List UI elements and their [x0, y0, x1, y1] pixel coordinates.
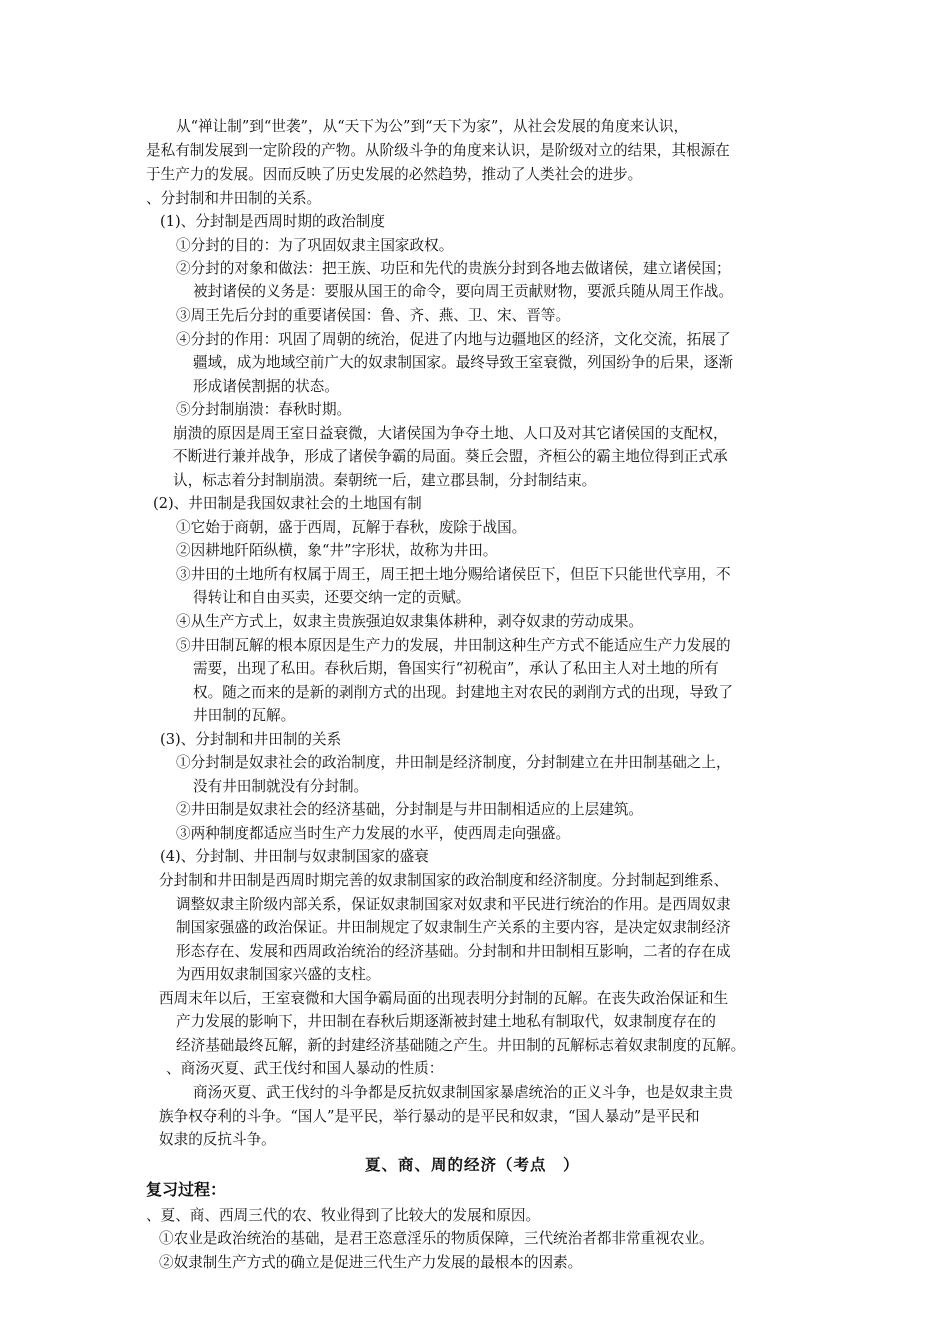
- list-item-continuation: 被封诸侯的义务是：要服从国王的命令，要向周王贡献财物，要派兵随从周王作战。: [193, 283, 733, 300]
- list-item: ⑤井田制瓦解的根本原因是生产力的发展，井田制这种生产方式不能适应生产力发展的: [176, 637, 731, 654]
- list-item: ②因耕地阡陌纵横，象“井”字形状，故称为井田。: [176, 542, 498, 559]
- list-item-continuation: 需要，出现了私田。春秋后期，鲁国实行“初税亩”，承认了私田主人对土地的所有: [193, 660, 719, 677]
- list-item-continuation: 权。随之而来的是新的剥削方式的出现。封建地主对农民的剥削方式的出现，导致了: [193, 684, 733, 701]
- list-item-continuation: 得转让和自由买卖，还要交纳一定的贡赋。: [193, 589, 471, 606]
- text-line: 于生产力的发展。因而反映了历史发展的必然趋势，推动了人类社会的进步。: [146, 166, 643, 183]
- list-item: ①它始于商朝，盛于西周，瓦解于春秋，废除于战国。: [176, 519, 527, 536]
- text-line: 认，标志着分封制崩溃。秦朝统一后，建立郡县制，分封制结束。: [173, 472, 597, 489]
- list-item: ①分封制是奴隶社会的政治制度，井田制是经济制度，分封制建立在井田制基础之上，: [176, 754, 731, 771]
- section-title: 夏、商、周的经济（考点 ）: [365, 1156, 580, 1174]
- list-item-continuation: 形成诸侯割据的状态。: [193, 378, 339, 395]
- text-line: 商汤灭夏、武王伐纣的斗争都是反抗奴隶制国家暴虐统治的正义斗争，也是奴隶主贵: [193, 1084, 733, 1101]
- list-item: ③井田的土地所有权属于周王，周王把土地分赐给诸侯臣下，但臣下只能世代享用，不: [176, 566, 731, 583]
- list-item: ②井田制是奴隶社会的经济基础，分封制是与井田制相适应的上层建筑。: [176, 801, 644, 818]
- subsection-heading: (1)、分封制是西周时期的政治制度: [160, 213, 385, 230]
- section-heading: 、夏、商、西周三代的农、牧业得到了比较大的发展和原因。: [146, 1207, 541, 1224]
- text-line: 西周末年以后，王室衰微和大国争霸局面的出现表明分封制的瓦解。在丧失政治保证和生: [159, 990, 729, 1007]
- list-item: ①分封的目的：为了巩固奴隶主国家政权。: [176, 237, 454, 254]
- text-line: 为西用奴隶制国家兴盛的支柱。: [176, 966, 381, 983]
- text-line: 是私有制发展到一定阶段的产物。从阶级斗争的角度来认识，是阶级对立的结果，其根源在: [146, 142, 730, 159]
- subsection-heading: (2)、井田制是我国奴隶社会的土地国有制: [153, 495, 422, 512]
- section-heading: 、商汤灭夏、武王伐纣和国人暴动的性质：: [166, 1060, 444, 1077]
- review-heading: 复习过程：: [146, 1180, 227, 1199]
- text-line: 不断进行兼并战争，形成了诸侯争霸的局面。葵丘会盟，齐桓公的霸主地位得到正式承: [173, 448, 728, 465]
- subsection-heading: (3)、分封制和井田制的关系: [160, 731, 342, 748]
- text-line: 制国家强盛的政治保证。井田制规定了奴隶制生产关系的主要内容，是决定奴隶制经济: [176, 919, 731, 936]
- text-line: 奴隶的反抗斗争。: [159, 1131, 276, 1148]
- section-heading: 、分封制和井田制的关系。: [146, 190, 322, 207]
- list-item: ②奴隶制生产方式的确立是促进三代生产力发展的最根本的因素。: [159, 1254, 583, 1271]
- list-item: ③周王先后分封的重要诸侯国：鲁、齐、燕、卫、宋、晋等。: [176, 307, 571, 324]
- list-item: ①农业是政治统治的基础，是君王恣意淫乐的物质保障，三代统治者都非常重视农业。: [159, 1230, 714, 1247]
- text-line: 族争权夺利的斗争。“国人”是平民，举行暴动的是平民和奴隶，“国人暴动”是平民和: [159, 1108, 700, 1125]
- list-item-continuation: 没有井田制就没有分封制。: [193, 778, 369, 795]
- text-line: 崩溃的原因是周王室日益衰微，大诸侯国为争夺土地、人口及对其它诸侯国的支配权，: [173, 425, 728, 442]
- text-line: 从“禅让制”到“世袭”，从“天下为公”到“天下为家”，从社会发展的角度来认识，: [176, 118, 689, 135]
- list-item: ④从生产方式上，奴隶主贵族强迫奴隶集体耕种，剥夺奴隶的劳动成果。: [176, 613, 644, 630]
- subsection-heading: (4)、分封制、井田制与奴隶制国家的盛衰: [160, 848, 429, 865]
- list-item-continuation: 疆域，成为地域空前广大的奴隶制国家。最终导致王室衰微，列国纷争的后果，逐渐: [193, 354, 733, 371]
- text-line: 经济基础最终瓦解，新的封建经济基础随之产生。井田制的瓦解标志着奴隶制度的瓦解。: [176, 1037, 746, 1054]
- list-item: ②分封的对象和做法：把王族、功臣和先代的贵族分封到各地去做诸侯，建立诸侯国；: [176, 260, 731, 277]
- list-item: ④分封的作用：巩固了周朝的统治，促进了内地与边疆地区的经济，文化交流，拓展了: [176, 331, 731, 348]
- text-line: 产力发展的影响下，井田制在春秋后期逐渐被封建土地私有制取代，奴隶制度存在的: [176, 1013, 716, 1030]
- list-item-continuation: 井田制的瓦解。: [193, 707, 296, 724]
- text-line: 形态存在、发展和西周政治统治的经济基础。分封制和井田制相互影响，二者的存在成: [176, 943, 731, 960]
- text-line: 分封制和井田制是西周时期完善的奴隶制国家的政治制度和经济制度。分封制起到维系、: [159, 872, 729, 889]
- list-item: ③两种制度都适应当时生产力发展的水平，使西周走向强盛。: [176, 825, 571, 842]
- text-line: 调整奴隶主阶级内部关系，保证奴隶制国家对奴隶和平民进行统治的作用。是西周奴隶: [176, 896, 731, 913]
- list-item: ⑤分封制崩溃：春秋时期。: [176, 401, 352, 418]
